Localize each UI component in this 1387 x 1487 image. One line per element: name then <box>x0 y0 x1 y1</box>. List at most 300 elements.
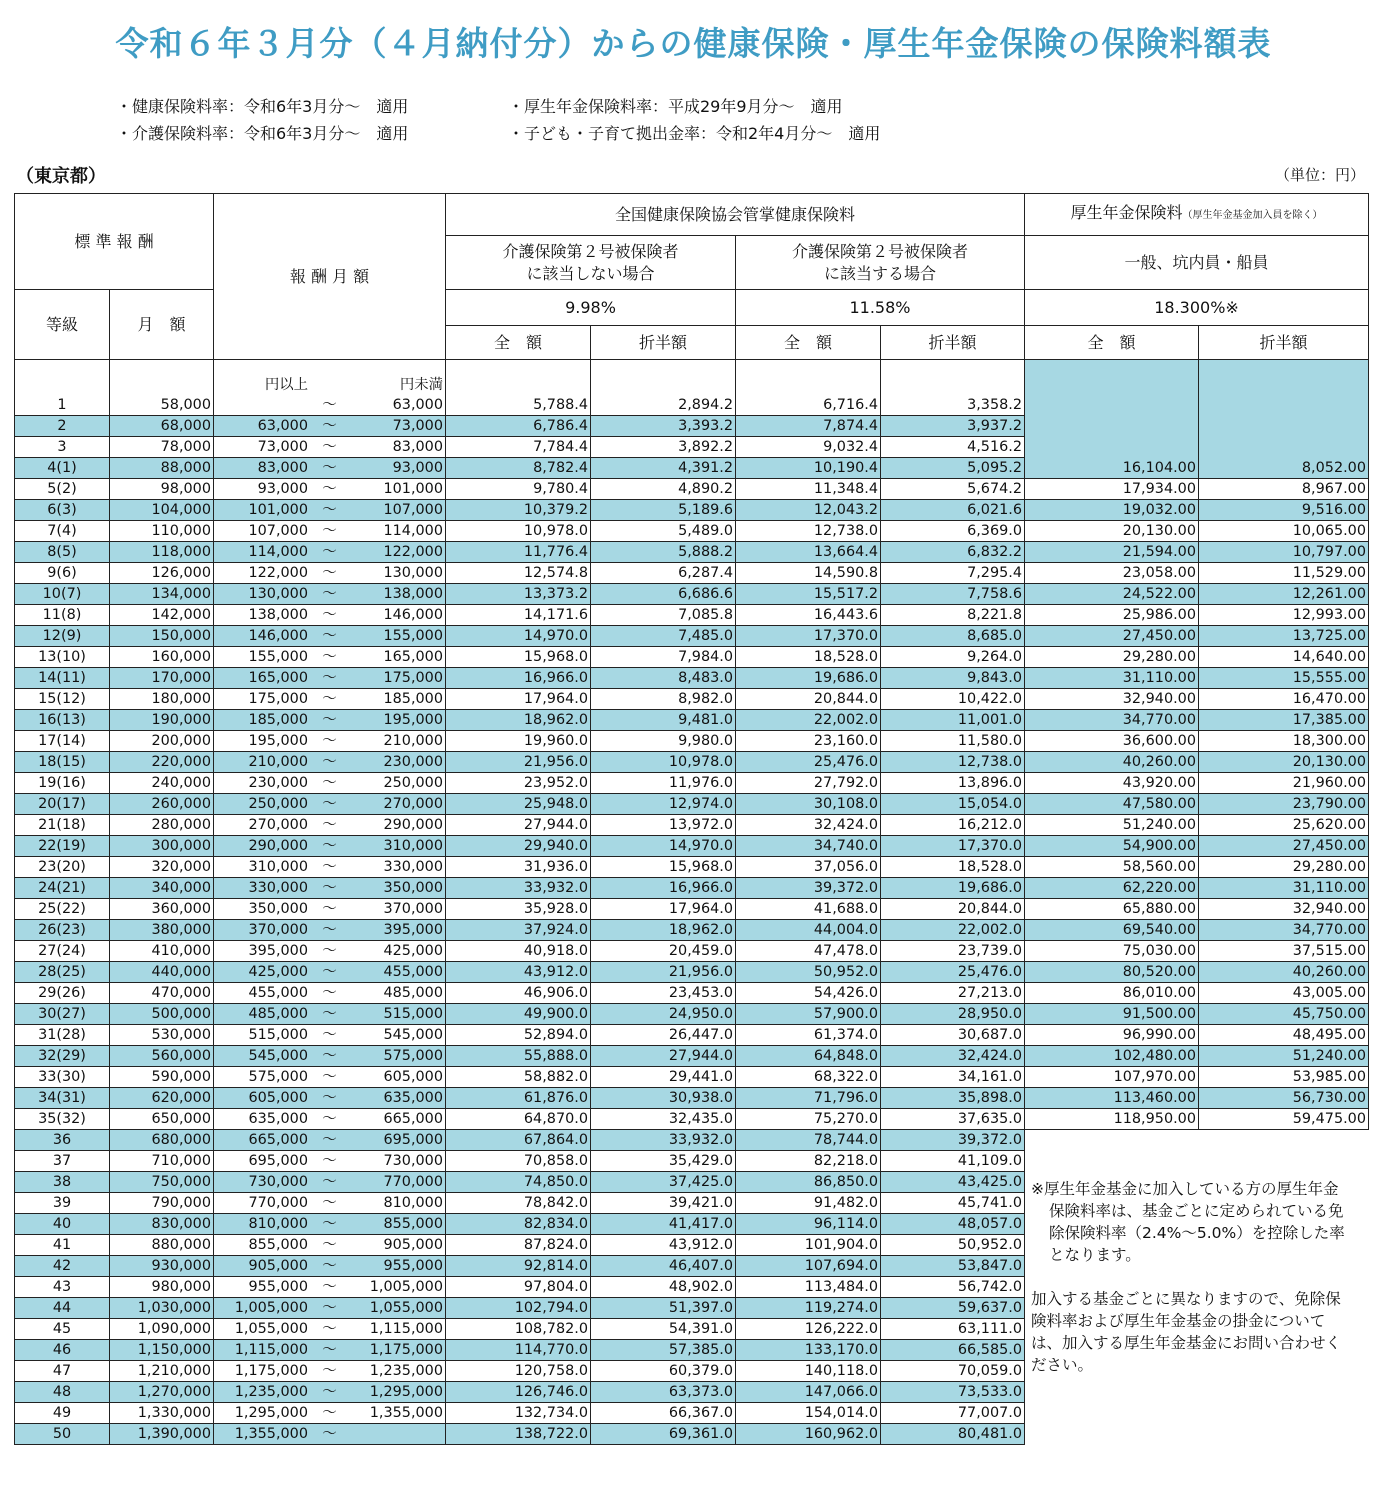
grade-cell: 24(21) <box>15 878 110 899</box>
range-from: 330,000 <box>248 880 308 896</box>
non-care-full-cell: 55,888.0 <box>446 1046 591 1067</box>
care-full-cell: 147,066.0 <box>736 1382 881 1403</box>
pension-rate-note: ・厚生年金保険料率：平成29年9月分～ 適用 <box>508 97 843 116</box>
care-full-cell: 34,740.0 <box>736 836 881 857</box>
monthly-cell: 104,000 <box>110 500 214 521</box>
care-half-cell: 9,843.0 <box>881 668 1025 689</box>
range-from: 155,000 <box>248 649 308 665</box>
range-to: 730,000 <box>383 1153 443 1169</box>
range-to: 146,000 <box>383 607 443 623</box>
table-row <box>15 668 1369 689</box>
non-care-full-cell: 132,734.0 <box>446 1403 591 1424</box>
range-cell <box>214 584 446 605</box>
non-care-half-cell: 3,393.2 <box>591 416 736 437</box>
monthly-cell: 88,000 <box>110 458 214 479</box>
non-care-half-cell: 23,453.0 <box>591 983 736 1004</box>
range-tilde: ～ <box>322 481 337 497</box>
pension-half-cell: 8,052.00 <box>1199 458 1369 479</box>
table-row <box>15 1004 1369 1025</box>
range-tilde: ～ <box>322 460 337 476</box>
range-cell <box>214 899 446 920</box>
non-care-half-cell: 5,189.6 <box>591 500 736 521</box>
range-to: 665,000 <box>383 1111 443 1127</box>
range-tilde: ～ <box>322 1300 337 1316</box>
grade-cell: 6(3) <box>15 500 110 521</box>
grade-cell: 8(5) <box>15 542 110 563</box>
header-full-1: 全 額 <box>446 326 591 360</box>
range-cell <box>214 1067 446 1088</box>
monthly-cell: 880,000 <box>110 1235 214 1256</box>
pension-full-cell: 80,520.00 <box>1025 962 1199 983</box>
monthly-cell: 560,000 <box>110 1046 214 1067</box>
non-care-full-cell: 19,960.0 <box>446 731 591 752</box>
table-row <box>15 983 1369 1004</box>
pension-blank <box>1025 1424 1369 1445</box>
range-to: 1,055,000 <box>369 1300 443 1316</box>
care-full-cell: 71,796.0 <box>736 1088 881 1109</box>
monthly-cell: 1,330,000 <box>110 1403 214 1424</box>
table-row <box>15 941 1369 962</box>
grade-cell: 35(32) <box>15 1109 110 1130</box>
grade-cell: 43 <box>15 1277 110 1298</box>
care-half-cell: 12,738.0 <box>881 752 1025 773</box>
range-cell <box>214 1403 446 1424</box>
pension-full-cell: 25,986.00 <box>1025 605 1199 626</box>
non-care-full-cell: 70,858.0 <box>446 1151 591 1172</box>
care-full-cell: 68,322.0 <box>736 1067 881 1088</box>
monthly-cell: 160,000 <box>110 647 214 668</box>
range-cell <box>214 521 446 542</box>
non-care-half-cell: 9,481.0 <box>591 710 736 731</box>
range-from: 107,000 <box>248 523 308 539</box>
range-cell <box>214 962 446 983</box>
range-from: 63,000 <box>257 418 308 434</box>
table-row <box>15 626 1369 647</box>
range-to: 575,000 <box>383 1048 443 1064</box>
range-from: 310,000 <box>248 859 308 875</box>
non-care-half-cell: 7,085.8 <box>591 605 736 626</box>
grade-cell: 36 <box>15 1130 110 1151</box>
monthly-cell: 320,000 <box>110 857 214 878</box>
range-tilde: ～ <box>322 628 337 644</box>
care-full-cell: 96,114.0 <box>736 1214 881 1235</box>
care-full-cell: 119,274.0 <box>736 1298 881 1319</box>
grade-cell: 12(9) <box>15 626 110 647</box>
header-pension-type: 一般、坑内員・船員 <box>1025 236 1369 290</box>
non-care-full-cell: 10,978.0 <box>446 521 591 542</box>
table-row <box>15 647 1369 668</box>
range-to: 195,000 <box>383 712 443 728</box>
care-full-cell: 113,484.0 <box>736 1277 881 1298</box>
grade-cell: 30(27) <box>15 1004 110 1025</box>
range-to: 515,000 <box>383 1006 443 1022</box>
monthly-cell: 410,000 <box>110 941 214 962</box>
grade-cell: 5(2) <box>15 479 110 500</box>
range-tilde: ～ <box>322 859 337 875</box>
range-cell <box>214 542 446 563</box>
range-cell <box>214 920 446 941</box>
monthly-cell: 118,000 <box>110 542 214 563</box>
non-care-half-cell: 51,397.0 <box>591 1298 736 1319</box>
range-tilde: ～ <box>322 1132 337 1148</box>
range-tilde: ～ <box>322 1279 337 1295</box>
pension-full-cell: 19,032.00 <box>1025 500 1199 521</box>
grade-cell: 11(8) <box>15 605 110 626</box>
table-row <box>15 1424 1369 1445</box>
range-to: 93,000 <box>392 460 443 476</box>
table-row <box>15 500 1369 521</box>
range-from: 185,000 <box>248 712 308 728</box>
care-full-cell: 107,694.0 <box>736 1256 881 1277</box>
range-from: 73,000 <box>257 439 308 455</box>
non-care-half-cell: 9,980.0 <box>591 731 736 752</box>
non-care-half-cell: 16,966.0 <box>591 878 736 899</box>
range-to: 370,000 <box>383 901 443 917</box>
non-care-full-cell: 49,900.0 <box>446 1004 591 1025</box>
monthly-cell: 98,000 <box>110 479 214 500</box>
range-to: 455,000 <box>383 964 443 980</box>
range-to: 83,000 <box>392 439 443 455</box>
range-to: 545,000 <box>383 1027 443 1043</box>
non-care-half-cell: 26,447.0 <box>591 1025 736 1046</box>
range-from: 635,000 <box>248 1111 308 1127</box>
non-care-half-cell: 5,888.2 <box>591 542 736 563</box>
non-care-half-cell: 30,938.0 <box>591 1088 736 1109</box>
non-care-full-cell: 31,936.0 <box>446 857 591 878</box>
monthly-cell: 710,000 <box>110 1151 214 1172</box>
non-care-half-cell: 60,379.0 <box>591 1361 736 1382</box>
care-half-cell: 45,741.0 <box>881 1193 1025 1214</box>
non-care-full-cell: 58,882.0 <box>446 1067 591 1088</box>
care-half-cell: 34,161.0 <box>881 1067 1025 1088</box>
monthly-cell: 58,000 <box>110 360 214 416</box>
grade-cell: 15(12) <box>15 689 110 710</box>
grade-cell: 22(19) <box>15 836 110 857</box>
range-to: 63,000 <box>392 397 443 413</box>
non-care-full-cell: 5,788.4 <box>446 360 591 416</box>
grade-cell: 16(13) <box>15 710 110 731</box>
range-from: 810,000 <box>248 1216 308 1232</box>
range-from: 165,000 <box>248 670 308 686</box>
non-care-full-cell: 17,964.0 <box>446 689 591 710</box>
range-tilde: ～ <box>322 1048 337 1064</box>
range-tilde: ～ <box>322 586 337 602</box>
monthly-cell: 790,000 <box>110 1193 214 1214</box>
monthly-cell: 1,390,000 <box>110 1424 214 1445</box>
care-half-cell: 11,001.0 <box>881 710 1025 731</box>
non-care-full-cell: 40,918.0 <box>446 941 591 962</box>
non-care-full-cell: 97,804.0 <box>446 1277 591 1298</box>
range-to: 395,000 <box>383 922 443 938</box>
care-full-cell: 6,716.4 <box>736 360 881 416</box>
monthly-cell: 680,000 <box>110 1130 214 1151</box>
care-half-cell: 50,952.0 <box>881 1235 1025 1256</box>
non-care-full-cell: 25,948.0 <box>446 794 591 815</box>
table-row <box>15 563 1369 584</box>
care-half-cell: 3,937.2 <box>881 416 1025 437</box>
header-care: 介護保険第２号被保険者 に該当する場合 <box>736 236 1025 290</box>
non-care-half-cell: 11,976.0 <box>591 773 736 794</box>
pension-half-cell <box>1199 416 1369 437</box>
pension-half-cell: 56,730.00 <box>1199 1088 1369 1109</box>
grade-cell: 19(16) <box>15 773 110 794</box>
range-cell <box>214 1235 446 1256</box>
pension-full-cell: 75,030.00 <box>1025 941 1199 962</box>
range-cell <box>214 983 446 1004</box>
monthly-cell: 500,000 <box>110 1004 214 1025</box>
monthly-cell: 134,000 <box>110 584 214 605</box>
grade-cell: 48 <box>15 1382 110 1403</box>
range-to: 73,000 <box>392 418 443 434</box>
range-tilde: ～ <box>322 733 337 749</box>
monthly-cell: 260,000 <box>110 794 214 815</box>
monthly-cell: 126,000 <box>110 563 214 584</box>
non-care-full-cell: 7,784.4 <box>446 437 591 458</box>
pension-full-cell: 16,104.00 <box>1025 458 1199 479</box>
range-tilde: ～ <box>322 607 337 623</box>
care-full-cell: 17,370.0 <box>736 626 881 647</box>
table-row <box>15 1151 1369 1172</box>
table-row <box>15 458 1369 479</box>
monthly-cell: 830,000 <box>110 1214 214 1235</box>
non-care-half-cell: 12,974.0 <box>591 794 736 815</box>
care-full-cell: 75,270.0 <box>736 1109 881 1130</box>
range-to: 1,295,000 <box>369 1384 443 1400</box>
range-labels <box>216 375 443 395</box>
pension-half-cell: 10,065.00 <box>1199 521 1369 542</box>
non-care-full-cell: 82,834.0 <box>446 1214 591 1235</box>
range-tilde: ～ <box>322 1090 337 1106</box>
non-care-half-cell: 18,962.0 <box>591 920 736 941</box>
pension-full-cell: 86,010.00 <box>1025 983 1199 1004</box>
header-full-2: 全 額 <box>736 326 881 360</box>
care-half-cell: 32,424.0 <box>881 1046 1025 1067</box>
header-grade: 等級 <box>15 290 110 360</box>
range-cell <box>214 1424 446 1445</box>
monthly-cell: 68,000 <box>110 416 214 437</box>
care-half-cell: 63,111.0 <box>881 1319 1025 1340</box>
table-row <box>15 542 1369 563</box>
grade-cell: 21(18) <box>15 815 110 836</box>
care-full-cell: 82,218.0 <box>736 1151 881 1172</box>
grade-cell: 37 <box>15 1151 110 1172</box>
range-from: 1,055,000 <box>234 1321 308 1337</box>
care-half-cell: 27,213.0 <box>881 983 1025 1004</box>
pension-half-cell: 23,790.00 <box>1199 794 1369 815</box>
table-row <box>15 1130 1369 1151</box>
range-cell <box>214 416 446 437</box>
range-from: 905,000 <box>248 1258 308 1274</box>
care-half-cell: 8,685.0 <box>881 626 1025 647</box>
range-from: 93,000 <box>257 481 308 497</box>
monthly-cell: 190,000 <box>110 710 214 731</box>
table-row <box>15 815 1369 836</box>
care-half-cell: 35,898.0 <box>881 1088 1025 1109</box>
care-full-cell: 50,952.0 <box>736 962 881 983</box>
care-half-cell: 73,533.0 <box>881 1382 1025 1403</box>
table-row <box>15 479 1369 500</box>
monthly-cell: 590,000 <box>110 1067 214 1088</box>
grade-cell: 38 <box>15 1172 110 1193</box>
range-to: 290,000 <box>383 817 443 833</box>
header-half-1: 折半額 <box>591 326 736 360</box>
monthly-cell: 1,210,000 <box>110 1361 214 1382</box>
range-cell <box>214 1277 446 1298</box>
range-to: 1,355,000 <box>369 1405 443 1421</box>
pension-half-cell: 13,725.00 <box>1199 626 1369 647</box>
pension-half-cell: 25,620.00 <box>1199 815 1369 836</box>
care-rate-note: ・介護保険料率：令和6年3月分～ 適用 <box>116 124 409 143</box>
care-full-cell: 27,792.0 <box>736 773 881 794</box>
non-care-full-cell: 114,770.0 <box>446 1340 591 1361</box>
pension-full-cell: 27,450.00 <box>1025 626 1199 647</box>
care-half-cell: 4,516.2 <box>881 437 1025 458</box>
care-full-cell: 11,348.4 <box>736 479 881 500</box>
monthly-cell: 1,030,000 <box>110 1298 214 1319</box>
table-row <box>15 360 1369 416</box>
care-half-cell: 25,476.0 <box>881 962 1025 983</box>
range-from: 138,000 <box>248 607 308 623</box>
range-cell <box>214 941 446 962</box>
care-full-cell: 78,744.0 <box>736 1130 881 1151</box>
care-full-cell: 133,170.0 <box>736 1340 881 1361</box>
monthly-cell: 170,000 <box>110 668 214 689</box>
care-half-cell: 41,109.0 <box>881 1151 1025 1172</box>
non-care-half-cell: 8,483.0 <box>591 668 736 689</box>
monthly-cell: 1,090,000 <box>110 1319 214 1340</box>
pension-half-cell: 31,110.00 <box>1199 878 1369 899</box>
non-care-full-cell: 35,928.0 <box>446 899 591 920</box>
care-half-cell: 77,007.0 <box>881 1403 1025 1424</box>
care-full-cell: 64,848.0 <box>736 1046 881 1067</box>
range-to: 175,000 <box>383 670 443 686</box>
non-care-full-cell: 78,842.0 <box>446 1193 591 1214</box>
non-care-half-cell: 7,485.0 <box>591 626 736 647</box>
non-care-half-cell: 57,385.0 <box>591 1340 736 1361</box>
non-care-half-cell: 6,287.4 <box>591 563 736 584</box>
header-salary-range: 報 酬 月 額 <box>214 194 446 360</box>
non-care-half-cell: 29,441.0 <box>591 1067 736 1088</box>
monthly-cell: 750,000 <box>110 1172 214 1193</box>
range-cell <box>214 668 446 689</box>
non-care-full-cell: 33,932.0 <box>446 878 591 899</box>
care-half-cell: 43,425.0 <box>881 1172 1025 1193</box>
range-tilde: ～ <box>322 964 337 980</box>
care-half-cell: 5,674.2 <box>881 479 1025 500</box>
range-spacer <box>316 375 344 395</box>
pension-half-cell: 14,640.00 <box>1199 647 1369 668</box>
header-half-2: 折半額 <box>881 326 1025 360</box>
pension-blank <box>1025 1151 1369 1172</box>
range-cell <box>214 500 446 521</box>
care-full-cell: 13,664.4 <box>736 542 881 563</box>
range-tilde: ～ <box>322 838 337 854</box>
range-tilde: ～ <box>322 565 337 581</box>
care-full-cell: 22,002.0 <box>736 710 881 731</box>
care-full-cell: 37,056.0 <box>736 857 881 878</box>
range-to: 1,115,000 <box>369 1321 443 1337</box>
range-cell <box>214 794 446 815</box>
range-from: 575,000 <box>248 1069 308 1085</box>
range-cell <box>214 437 446 458</box>
range-tilde: ～ <box>322 397 337 413</box>
care-full-cell: 14,590.8 <box>736 563 881 584</box>
grade-cell: 27(24) <box>15 941 110 962</box>
pension-full-cell: 31,110.00 <box>1025 668 1199 689</box>
care-full-cell: 61,374.0 <box>736 1025 881 1046</box>
range-tilde: ～ <box>322 1258 337 1274</box>
monthly-cell: 620,000 <box>110 1088 214 1109</box>
non-care-half-cell: 4,391.2 <box>591 458 736 479</box>
range-to: 425,000 <box>383 943 443 959</box>
care-full-cell: 25,476.0 <box>736 752 881 773</box>
pension-full-cell: 40,260.00 <box>1025 752 1199 773</box>
pension-full-cell: 17,934.00 <box>1025 479 1199 500</box>
pension-half-cell: 16,470.00 <box>1199 689 1369 710</box>
range-to: 855,000 <box>383 1216 443 1232</box>
monthly-cell: 980,000 <box>110 1277 214 1298</box>
range-from: 695,000 <box>248 1153 308 1169</box>
range-cell <box>214 1172 446 1193</box>
pension-half-cell: 8,967.00 <box>1199 479 1369 500</box>
care-full-cell: 16,443.6 <box>736 605 881 626</box>
care-full-cell: 20,844.0 <box>736 689 881 710</box>
range-from: 1,115,000 <box>234 1342 308 1358</box>
range-tilde: ～ <box>322 754 337 770</box>
range-from: 425,000 <box>248 964 308 980</box>
pension-full-cell <box>1025 416 1199 437</box>
range-from: 955,000 <box>248 1279 308 1295</box>
range-to: 122,000 <box>383 544 443 560</box>
pension-full-cell: 113,460.00 <box>1025 1088 1199 1109</box>
range-cell <box>214 1130 446 1151</box>
grade-cell: 49 <box>15 1403 110 1424</box>
pension-full-cell: 29,280.00 <box>1025 647 1199 668</box>
range-cell <box>214 1151 446 1172</box>
rate-notes-right <box>508 93 880 147</box>
pension-label: 厚生年金保険料 <box>1070 203 1183 222</box>
range-cell <box>214 1109 446 1130</box>
range-from <box>216 395 308 415</box>
from-label: 円以上 <box>264 377 308 393</box>
range-tilde: ～ <box>322 796 337 812</box>
table-row <box>15 584 1369 605</box>
range-from: 122,000 <box>248 565 308 581</box>
care-half-cell: 10,422.0 <box>881 689 1025 710</box>
non-care-full-cell: 138,722.0 <box>446 1424 591 1445</box>
range-tilde: ～ <box>322 439 337 455</box>
monthly-cell: 220,000 <box>110 752 214 773</box>
table-row <box>15 731 1369 752</box>
grade-cell: 20(17) <box>15 794 110 815</box>
non-care-half-cell: 2,894.2 <box>591 360 736 416</box>
non-care-full-cell: 13,373.2 <box>446 584 591 605</box>
care-full-cell: 126,222.0 <box>736 1319 881 1340</box>
range-from: 114,000 <box>248 544 308 560</box>
range-from: 350,000 <box>248 901 308 917</box>
non-care-full-cell: 102,794.0 <box>446 1298 591 1319</box>
grade-cell: 4(1) <box>15 458 110 479</box>
non-care-full-cell: 92,814.0 <box>446 1256 591 1277</box>
range-from: 1,355,000 <box>234 1426 308 1442</box>
non-care-half-cell: 10,978.0 <box>591 752 736 773</box>
care-full-cell: 18,528.0 <box>736 647 881 668</box>
grade-cell: 45 <box>15 1319 110 1340</box>
care-half-cell: 9,264.0 <box>881 647 1025 668</box>
pension-half-cell: 45,750.00 <box>1199 1004 1369 1025</box>
range-from: 730,000 <box>248 1174 308 1190</box>
pension-half-cell: 32,940.00 <box>1199 899 1369 920</box>
